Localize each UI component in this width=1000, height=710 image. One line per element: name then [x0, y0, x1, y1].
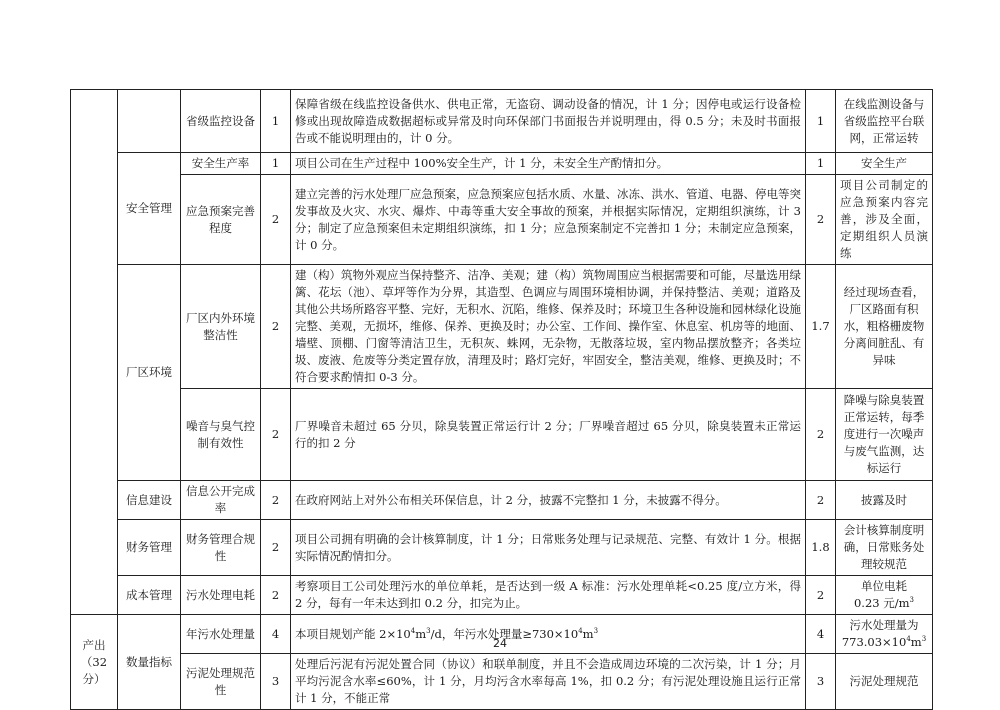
- level1-indicator: 产出（32分）: [71, 615, 118, 710]
- level3-indicator: 省级监控设备: [181, 90, 261, 153]
- level2-indicator: 财务管理: [118, 520, 181, 576]
- criteria-cell: 项目公司拥有明确的会计核算制度，计 1 分；日常账务处理与记录规范、完整、有效计 1 分。根据实际情况酌情扣分。: [291, 520, 806, 576]
- table-row: [71, 576, 933, 615]
- note-cell: 安全生产: [836, 153, 933, 175]
- note-value: 0.23 元$/m^3$: [853, 596, 914, 610]
- obtained-score-cell: 2: [806, 389, 836, 481]
- criteria-cell: 建立完善的污水处理厂应急预案，应急预案应包括水质、水量、冰冻、洪水、管道、电器、停电等突发事故及火灾、水灾、爆炸、中毒等重大安全事故的预案，并根据实际情况，定期组织演练，计 3 分；制定了应急预案但未定期组织演练，扣 1 分；应急预案制定不完善扣 1 分；未制定应急预案，计 0 分。: [291, 175, 806, 265]
- note-cell: 在线监测设备与省级监控平台联网，正常运转: [836, 90, 933, 153]
- level2-indicator: 安全管理: [118, 153, 181, 265]
- criteria-cell: 建（构）筑物外观应当保持整齐、洁净、美观；建（构）筑物周围应当根据需要和可能，尽量选用绿篱、花坛（池）、草坪等作为分界，其造型、色调应与周围环境相协调，并保持整洁、美观；道路及其他公共场所路容平整、完好，无积水、沉陷，维修、保养及时；环境卫生各种设施和园林绿化设施完整、美观，无损坏，维修、保养、更换及时；办公室、工作间、操作室、休息室、机房等的地面、墙壁、顶棚、门窗等清洁卫生，无积灰、蛛网，无杂物，无散落垃圾，室内物品摆放整齐；各类垃圾、废液、危废等分类定置存放，清理及时；路灯完好，牢固安全，整洁美观，维修、更换及时；不符合要求酌情扣 0-3 分。: [291, 265, 806, 389]
- score-cell: 3: [261, 654, 291, 710]
- note-cell: 污泥处理规范: [836, 654, 933, 710]
- score-cell: 1: [261, 153, 291, 175]
- level2-indicator: 数量指标: [118, 615, 181, 710]
- obtained-score-cell: 2: [806, 481, 836, 520]
- note-cell: 经过现场查看，厂区路面有积水，粗格栅废物分离间脏乱、有异味: [836, 265, 933, 389]
- note-label: 污水处理量为: [849, 618, 919, 632]
- level2-indicator: 信息建设: [118, 481, 181, 520]
- level2-indicator: 成本管理: [118, 576, 181, 615]
- criteria-cell: 保障省级在线监控设备供水、供电正常，无盗窃、调动设备的情况，计 1 分；因停电或运行设备检修或出现故障造成数据超标或异常及时向环保部门书面报告并说明理由，得 0.5 分；未及时书面报告或不能说明理由的，计 0 分。: [291, 90, 806, 153]
- obtained-score-cell: 4: [806, 615, 836, 654]
- level2-indicator: 厂区环境: [118, 265, 181, 481]
- level3-indicator: 信息公开完成率: [181, 481, 261, 520]
- score-cell: 2: [261, 389, 291, 481]
- note-cell: 项目公司制定的应急预案内容完善，涉及全面，定期组织人员演练: [836, 175, 933, 265]
- level3-indicator: 年污水处理量: [181, 615, 261, 654]
- level3-indicator: 财务管理合规性: [181, 520, 261, 576]
- table-row: [71, 520, 933, 576]
- note-label: 单位电耗: [861, 579, 907, 593]
- note-cell: 披露及时: [836, 481, 933, 520]
- table-row: [71, 265, 933, 389]
- level2-cell-blank: [118, 90, 181, 153]
- score-cell: 2: [261, 265, 291, 389]
- level3-indicator: 污水处理电耗: [181, 576, 261, 615]
- table-row: [71, 153, 933, 175]
- table-row: [71, 175, 933, 265]
- note-cell: 会计核算制度明确，日常账务处理较规范: [836, 520, 933, 576]
- criteria-cell: 处理后污泥有污泥处置合同（协议）和联单制度，并且不会造成周边环境的二次污染，计 1 分；月平均污泥含水率≤60%，计 1 分，月均污含水率每高 1%，扣 0.2 分；有污泥处理设施且运行正常计 1 分，不能正常: [291, 654, 806, 710]
- criteria-cell: 项目公司在生产过程中 100%安全生产，计 1 分，未安全生产酌情扣分。: [291, 153, 806, 175]
- score-cell: 2: [261, 481, 291, 520]
- criteria-cell: 考察项目工公司处理污水的单位单耗，是否达到一级 A 标准：污水处理单耗<0.25 度/立方米，得 2 分，每有一年未达到扣 0.2 分，扣完为止。: [291, 576, 806, 615]
- score-cell: 1: [261, 90, 291, 153]
- criteria-cell: 厂界噪音未超过 65 分贝，除臭装置正常运行计 2 分；厂界噪音超过 65 分贝，除臭装置未正常运行的扣 2 分: [291, 389, 806, 481]
- level1-cell-blank: [71, 90, 118, 615]
- level3-indicator: 厂区内外环境整洁性: [181, 265, 261, 389]
- criteria-cell: 在政府网站上对外公布相关环保信息，计 2 分，披露不完整扣 1 分，未披露不得分。: [291, 481, 806, 520]
- obtained-score-cell: 1.8: [806, 520, 836, 576]
- level3-indicator: 应急预案完善程度: [181, 175, 261, 265]
- obtained-score-cell: 1: [806, 153, 836, 175]
- note-cell: 降噪与除臭装置正常运转，每季度进行一次噪声与废气监测，达标运行: [836, 389, 933, 481]
- score-cell: 2: [261, 520, 291, 576]
- table-row: [71, 90, 933, 153]
- obtained-score-cell: 2: [806, 175, 836, 265]
- score-cell: 4: [261, 615, 291, 654]
- obtained-score-cell: 1.7: [806, 265, 836, 389]
- obtained-score-cell: 2: [806, 576, 836, 615]
- evaluation-table: [70, 89, 933, 710]
- table-row: [71, 654, 933, 710]
- note-cell: [836, 576, 933, 615]
- page-number: 24: [493, 637, 507, 650]
- criteria-cell: 本项目规划产能 $2\times 10^4m^3/d$，年污水处理量$\ge 730\times 10^4m^3$: [291, 615, 806, 654]
- table-row: [71, 389, 933, 481]
- level3-indicator: 安全生产率: [181, 153, 261, 175]
- score-cell: 2: [261, 175, 291, 265]
- score-cell: 2: [261, 576, 291, 615]
- obtained-score-cell: 3: [806, 654, 836, 710]
- level3-indicator: 噪音与臭气控制有效性: [181, 389, 261, 481]
- obtained-score-cell: 1: [806, 90, 836, 153]
- table-row: [71, 481, 933, 520]
- level3-indicator: 污泥处理规范性: [181, 654, 261, 710]
- note-value: $773.03\times 10^4m^3$: [841, 635, 927, 649]
